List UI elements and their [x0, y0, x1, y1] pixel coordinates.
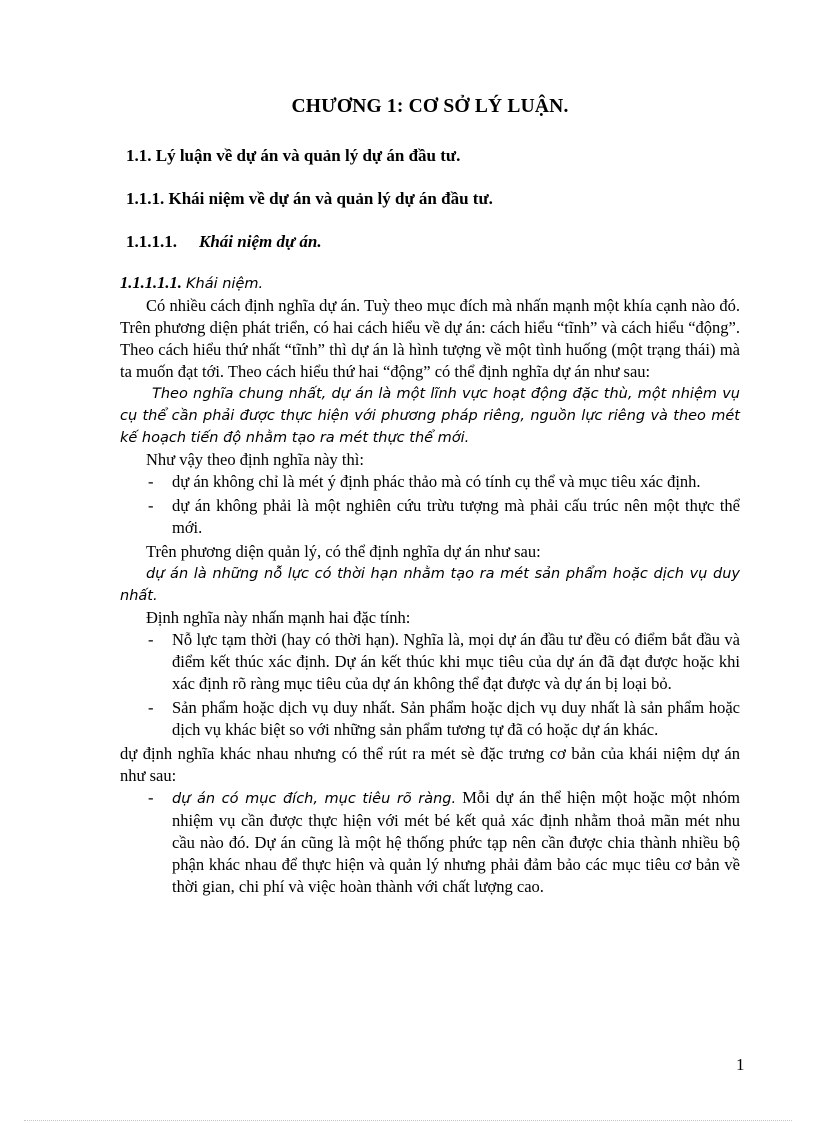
list-item: - dự án không chỉ là mét ý định phác thảo mà có tính cụ thể và mục tiêu xác định. — [172, 471, 740, 493]
paragraph-two-characteristics: Định nghĩa này nhấn mạnh hai đặc tính: — [146, 608, 411, 627]
list-item — [172, 787, 740, 898]
page-number: 1 — [736, 1055, 745, 1074]
list-item-rest: Mỗi dự án thể hiện một hoặc một nhóm nhiệm vụ cần được thực hiện với mét bé kết quả xác định nhằm thoả mãn mét nhu cầu nào đó. Dự án cũng là một hệ thống phức tạp nên cần được chia thành nhiều bộ phận khác nhau để thực hiện và quản lý nhưng phải đảm bảo các mục tiêu cơ bản về thời gian, chi phí và việc hoàn thành với chất lượng cao. — [172, 788, 740, 896]
list-item: - dự án không phải là một nghiên cứu trừu tượng mà phải cấu trúc nên một thực thể mới. — [172, 495, 740, 539]
list-item-italic-lead: dự án có mục đích, mục tiêu rõ ràng. — [172, 791, 457, 807]
heading-4-number: 1.1.1.1.1. — [120, 273, 182, 292]
definition-management: dự án là những nỗ lực có thời hạn nhằm tạo ra mét sản phẩm hoặc dịch vụ duy nhất. — [120, 566, 740, 604]
chapter-title: CHƯƠNG 1: CƠ SỞ LÝ LUẬN. — [291, 96, 569, 117]
list-item: - Sản phẩm hoặc dịch vụ duy nhất. Sản phẩm hoặc dịch vụ duy nhất là sản phẩm hoặc dịch vụ khác biệt so với những sản phẩm tương tự đã có hoặc dự án khác. — [172, 697, 740, 741]
list-characteristics — [120, 629, 740, 741]
heading-4-title: Khái niệm. — [186, 276, 264, 292]
paragraph-thus: Như vậy theo định nghĩa này thì: — [146, 450, 364, 469]
heading-3-title: Khái niệm dự án. — [199, 232, 322, 251]
page-bottom-divider — [24, 1120, 792, 1121]
paragraph-definitions-intro: Có nhiều cách định nghĩa dự án. Tuỳ theo mục đích mà nhấn mạnh một khía cạnh nào đó. Trên phương diện phát triển, có hai cách hiểu về dự án: cách hiểu “tĩnh” và cách hiểu “động”. Theo cách hiểu thứ nhất “tĩnh” thì dự án là hình tượng về một tình huống (một trạng thái) mà ta muốn đạt tới. Theo cách hiểu thứ hai “động” có thể định nghĩa dự án như sau: — [120, 296, 740, 381]
heading-3-number: 1.1.1.1. — [126, 232, 177, 251]
quote-general-definition: Theo nghĩa chung nhất, dự án là một lĩnh vực hoạt động đặc thù, một nhiệm vụ cụ thể cần phải được thực hiện với phương pháp riêng, nguồn lực riêng và theo mét kế hoạch tiến độ nhằm tạo ra mét thực thể mới. — [120, 386, 740, 446]
body-text — [120, 272, 740, 900]
list-basic-features — [120, 787, 740, 898]
heading-4 — [120, 272, 740, 295]
paragraph-basic-features: dự định nghĩa khác nhau nhưng có thể rút ra mét sè đặc trưng cơ bản của khái niệm dự án như sau: — [120, 744, 740, 785]
paragraph-management-aspect: Trên phương diện quản lý, có thể định nghĩa dự án như sau: — [146, 542, 541, 561]
list-item: - Nỗ lực tạm thời (hay có thời hạn). Nghĩa là, mọi dự án đầu tư đều có điểm bắt đầu và điểm kết thúc xác định. Dự án kết thúc khi mục tiêu của dự án đã đạt được hoặc khi xác định rõ ràng mục tiêu của dự án không thể đạt được và dự án bị loại bỏ. — [172, 629, 740, 695]
heading-3 — [126, 231, 322, 253]
list-definition-points — [120, 471, 740, 539]
heading-1: 1.1. Lý luận về dự án và quản lý dự án đầu tư. — [126, 146, 461, 165]
heading-2: 1.1.1. Khái niệm về dự án và quản lý dự án đầu tư. — [126, 189, 493, 208]
